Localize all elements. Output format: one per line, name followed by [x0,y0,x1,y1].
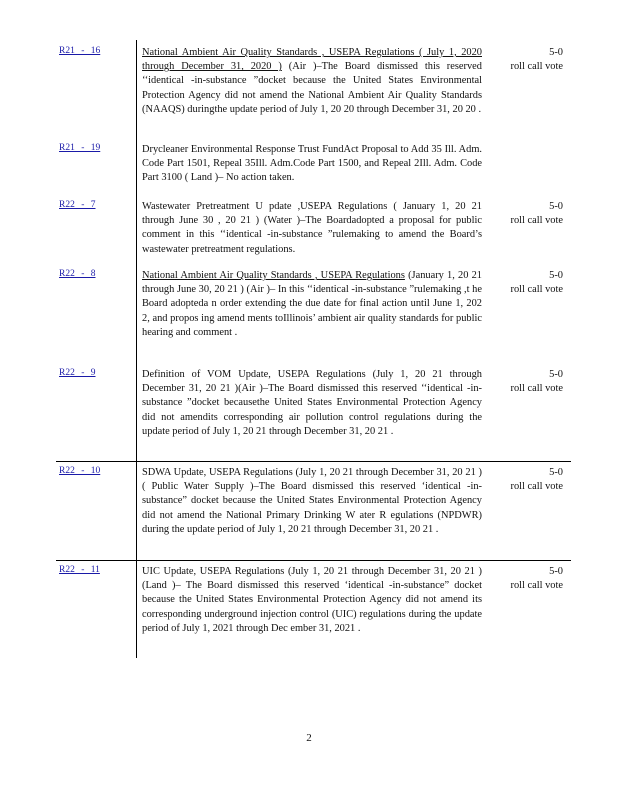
docket-link[interactable]: R21 - 19 [59,143,101,153]
docket-link[interactable]: R22 - 7 [59,200,96,210]
vote-label: roll call vote [510,61,563,73]
vote-result [498,200,563,228]
entry-body: UIC Update, USEPA Regulations (July 1, 20 21 through December 31, 20 21 )(Land )– The Board dismissed this reserved ‘identical -in-substance” docket because the United States Environmental Protection Agency did not amend its corresponding underground injection control (UIC) regulations during the update period of July 1, 2021 through Dec ember 31, 2021 . [142,566,482,634]
entry-title: National Ambient Air Quality Standards , USEPA Regulations [142,270,405,281]
vote-label: roll call vote [510,383,563,395]
entry-description [142,143,482,186]
vote-count: 5-0 [549,467,563,478]
vote-count: 5-0 [549,566,563,577]
entry-description [142,269,482,340]
table-divider [56,461,571,462]
docket-link[interactable]: R22 - 11 [59,565,100,575]
entry-body: Wastewater Pretreatment U pdate ,USEPA Regulations ( January 1, 20 21 through June 30 , 20 21 ) (Water )–The Boardadopted a proposal for public comment in this ‘‘identical -in-substance ”rulemaking to amend the Board’s wastewater pretreatment regulations. [142,201,482,255]
table-vertical-rule [136,40,137,658]
entry-body: SDWA Update, USEPA Regulations (July 1, 20 21 through December 31, 20 21 )( Public Water Supply )–The Board dismissed this reserved ‘identical -in-substance” docket because the United States Environmental Protection Agency did not amend the National Primary Drinking W ater R egulations (NPDWR) during the update period of July 1, 20 21 through December 31, 20 21 . [142,467,482,535]
entry-description [142,466,482,537]
vote-label: roll call vote [510,580,563,592]
docket-link[interactable]: R22 - 9 [59,368,96,378]
docket-link[interactable]: R22 - 10 [59,466,101,476]
vote-result [498,269,563,297]
entry-description [142,565,482,636]
vote-result [498,565,563,593]
vote-count: 5-0 [549,270,563,281]
vote-result [498,466,563,494]
entry-description [142,200,482,257]
entry-description [142,368,482,439]
page-number: 2 [306,732,312,744]
entry-body: Drycleaner Environmental Response Trust FundAct Proposal to Add 35 Ill. Adm. Code Part 1501, Repeal 35Ill. Adm.Code Part 1500, and Repeal 2Ill. Adm. Code Part 3100 ( Land )– No action taken. [142,144,482,184]
entry-title: National Ambient Air Quality Standards , USEPA Regulations ( July 1, 2020 through December 31, 2020 ) [142,47,482,73]
table-divider [56,560,571,561]
vote-count: 5-0 [549,369,563,380]
entry-body: (Air )–The Board dismissed this reserved ‘‘identical -in-substance ”docket because the United States Environmental Protection Agency did not amend the National Ambient Air Quality Standards (NAAQS) duringthe update period of July 1, 20 20 through December 31, 20 20 . [142,61,482,115]
vote-result [498,46,563,74]
entry-body: Definition of VOM Update, USEPA Regulations (July 1, 20 21 through December 31, 20 21 )(Air )–The Board dismissed this reserved ‘‘identical -in-substance ”docket becausethe United States Environmental Protection Agency did not amendits corresponding air pollution control regulations during the update period of July 1, 20 21 through December 31, 20 21 . [142,369,482,437]
vote-count: 5-0 [549,47,563,58]
entry-body: (January 1, 20 21 through June 30, 20 21 ) (Air )– In this ‘‘identical -in-substance ”rulemaking ,t he Board adopteda n order extending the due date for final action until June 1, 202 2, and propos ing amend ments toIllinois’ ambient air quality standards for public hearing and comment . [142,270,482,338]
vote-label: roll call vote [510,284,563,296]
vote-label: roll call vote [510,215,563,227]
vote-count: 5-0 [549,201,563,212]
vote-result [498,368,563,396]
entry-description [142,46,482,117]
docket-link[interactable]: R21 - 16 [59,46,101,56]
vote-label: roll call vote [510,481,563,493]
docket-link[interactable]: R22 - 8 [59,269,96,279]
